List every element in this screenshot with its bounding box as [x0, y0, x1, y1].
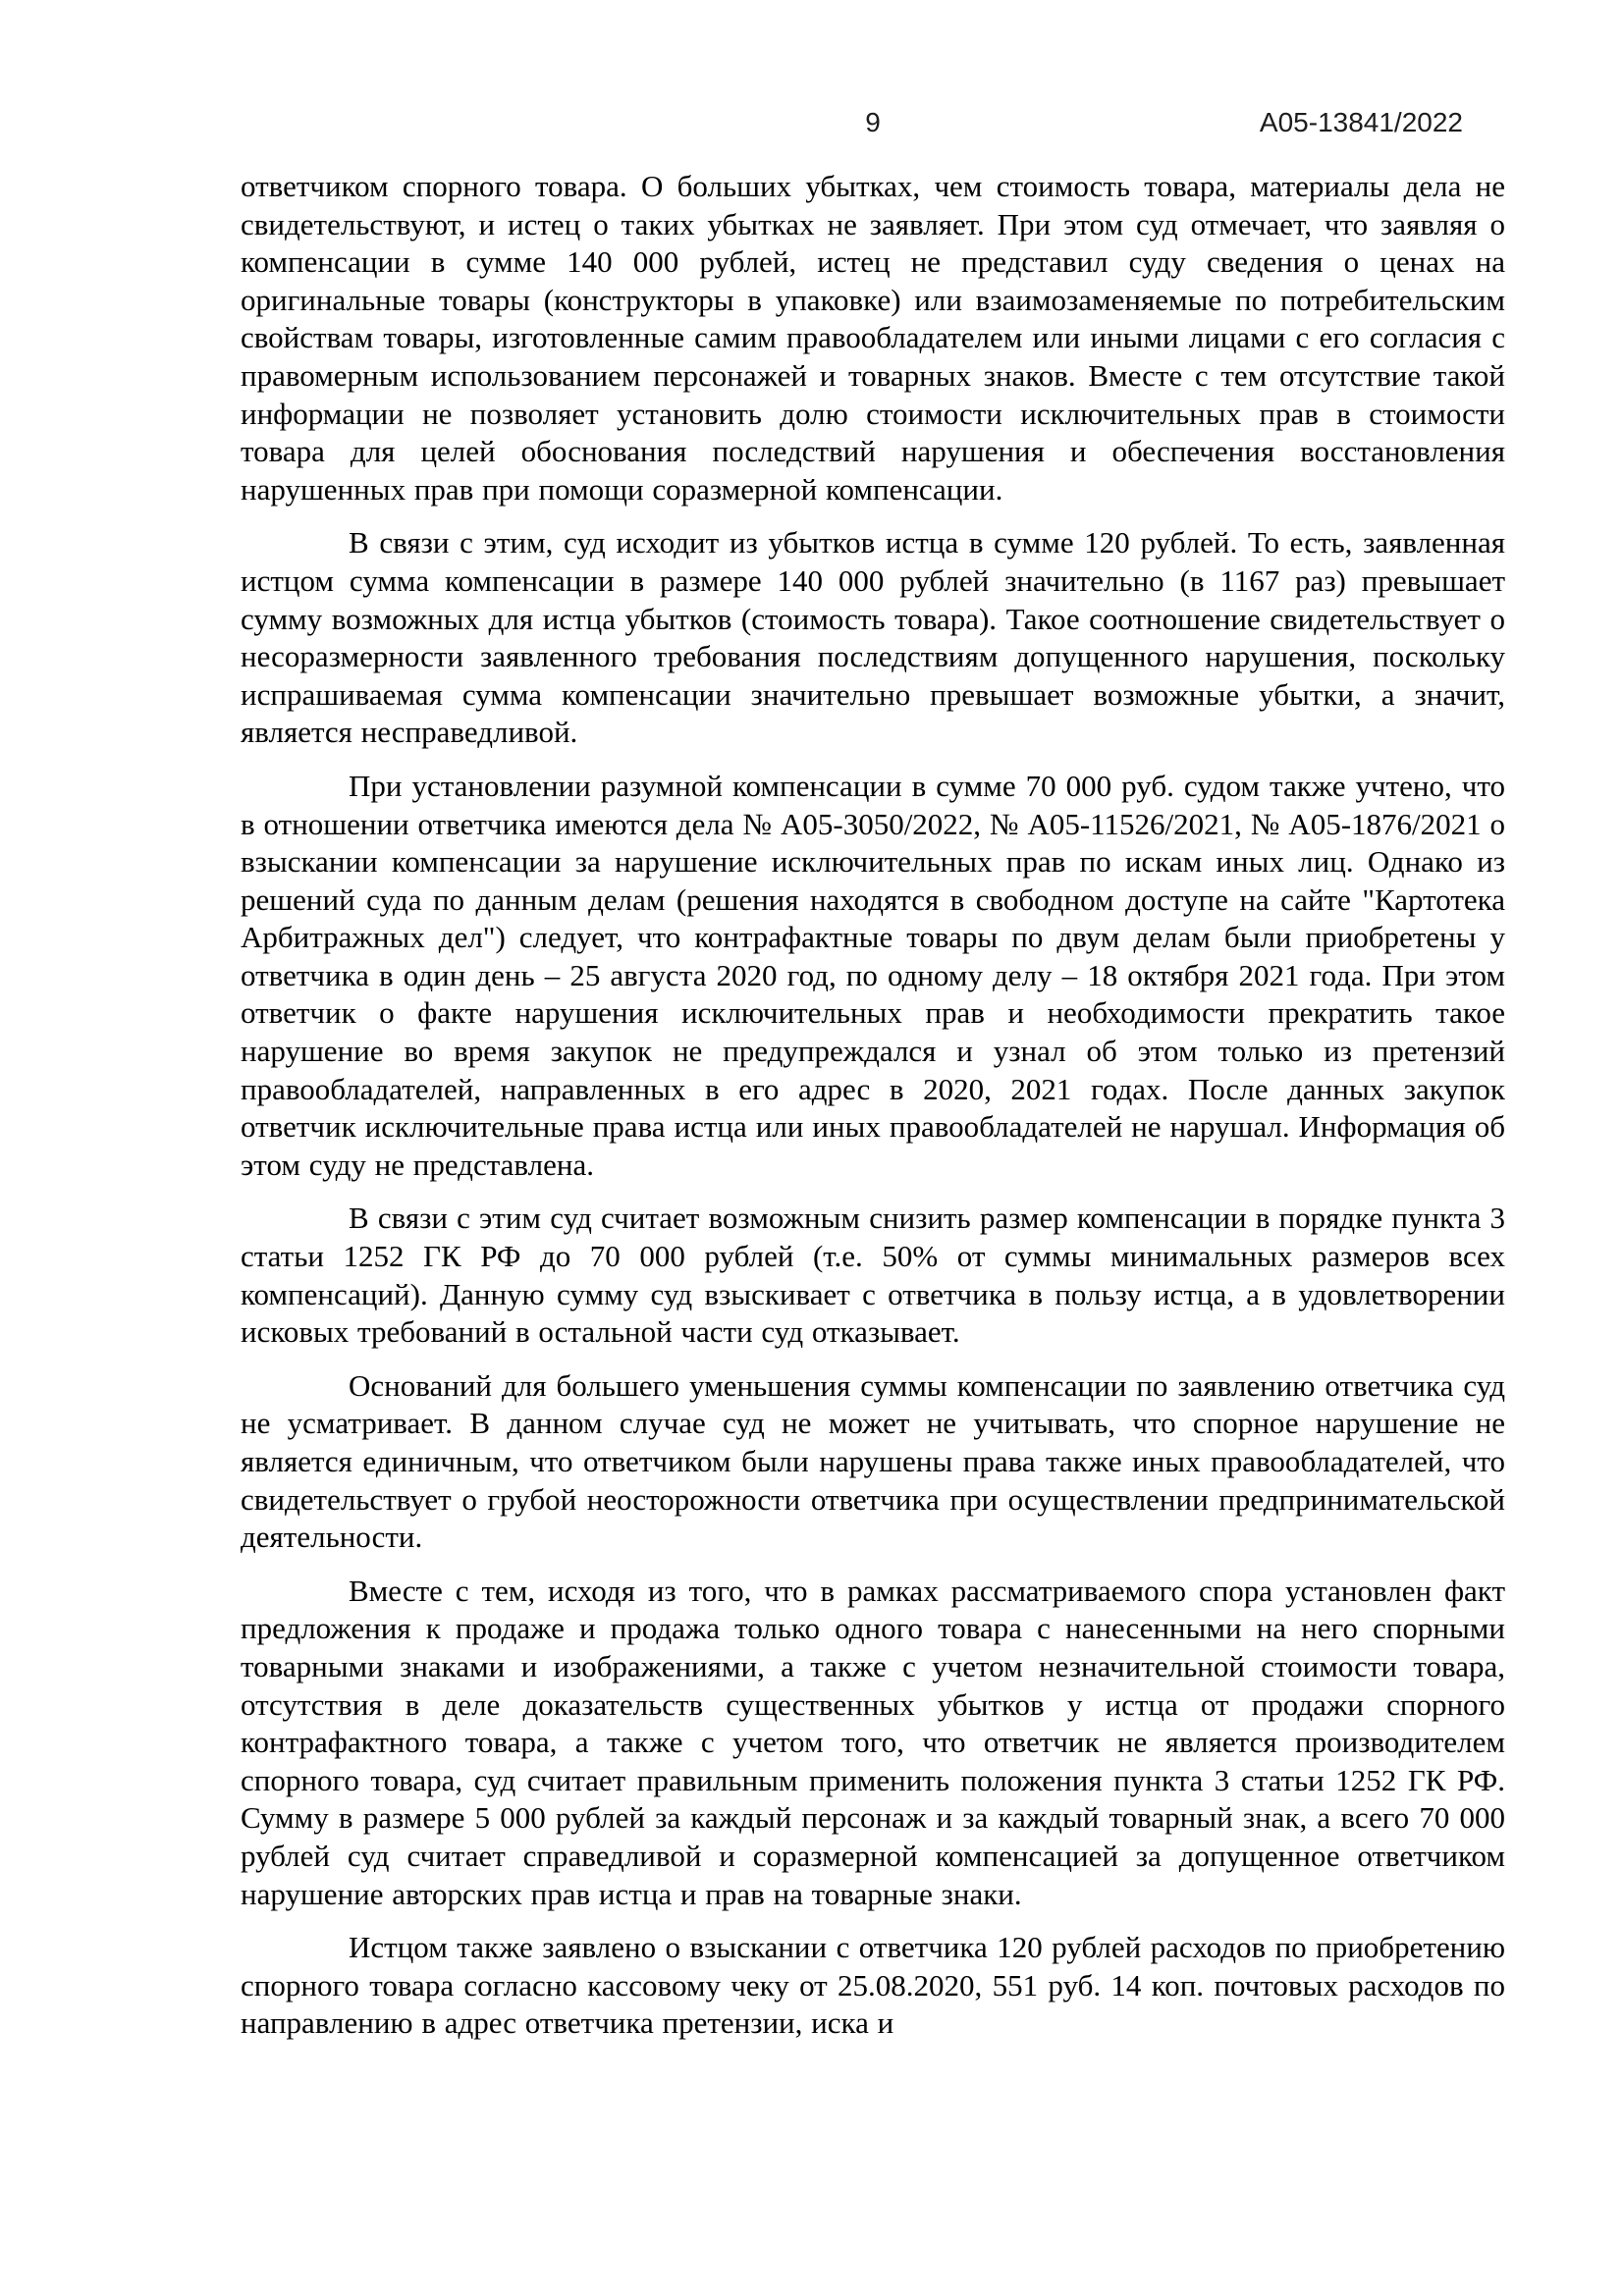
page-header — [241, 108, 1505, 141]
paragraph: В связи с этим, суд исходит из убытков истца в сумме 120 рублей. То есть, заявленная истцом сумма компенсации в размере 140 000 рублей значительно (в 1167 раз) превышает сумму возможных для истца убытков (стоимость товара). Такое соотношение свидетельствует о несоразмерности заявленного требования последствиям допущенного нарушения, поскольку испрашиваемая сумма компенсации значительно превышает возможные убытки, а значит, является несправедливой. — [241, 525, 1505, 750]
paragraph-continuation: ответчиком спорного товара. О больших убытках, чем стоимость товара, материалы дела не свидетельствуют, и истец о таких убытках не заявляет. При этом суд отмечает, что заявляя о компенсации в сумме 140 000 рублей, истец не представил суду сведения о ценах на оригинальные товары (конструкторы в упаковке) или взаимозаменяемые по потребительским свойствам товары, изготовленные самим правообладателем или иными лицами с его согласия с правомерным использованием персонажей и товарных знаков. Вместе с тем отсутствие такой информации не позволяет установить долю стоимости исключительных прав в стоимости товара для целей обоснования последствий нарушения и обеспечения восстановления нарушенных прав при помощи соразмерной компенсации. — [241, 169, 1505, 507]
paragraph: Оснований для большего уменьшения суммы компенсации по заявлению ответчика суд не усматривает. В данном случае суд не может не учитывать, что спорное нарушение не является единичным, что ответчиком были нарушены права также иных правообладателей, что свидетельствует о грубой неосторожности ответчика при осуществлении предпринимательской деятельности. — [241, 1367, 1505, 1555]
page-number: 9 — [865, 107, 881, 137]
document-body — [241, 168, 1505, 2058]
paragraph: Вместе с тем, исходя из того, что в рамках рассматриваемого спора установлен факт предложения к продаже и продажа только одного товара с нанесенными на него спорными товарными знаками и изображениями, а также с учетом незначительной стоимости товара, отсутствия в деле доказательств существенных убытков у истца от продажи спорного контрафактного товара, а также с учетом того, что ответчик не является производителем спорного товара, суд считает правильным применить положения пункта 3 статьи 1252 ГК РФ. Сумму в размере 5 000 рублей за каждый персонаж и за каждый товарный знак, а всего 70 000 рублей суд считает справедливой и соразмерной компенсацией за допущенное ответчиком нарушение авторских прав истца и прав на товарные знаки. — [241, 1573, 1505, 1911]
paragraph: Истцом также заявлено о взыскании с ответчика 120 рублей расходов по приобретению спорного товара согласно кассовому чеку от 25.08.2020, 551 руб. 14 коп. почтовых расходов по направлению в адрес ответчика претензии, иска и — [241, 1930, 1505, 2041]
paragraph: При установлении разумной компенсации в сумме 70 000 руб. судом также учтено, что в отношении ответчика имеются дела № А05-3050/2022, № А05-11526/2021, № А05-1876/2021 о взыскании компенсации за нарушение исключительных прав по искам иных лиц. Однако из решений суда по данным делам (решения находятся в свободном доступе на сайте "Картотека Арбитражных дел") следует, что контрафактные товары по двум делам были приобретены у ответчика в один день – 25 августа 2020 год, по одному делу – 18 октября 2021 года. При этом ответчик о факте нарушения исключительных прав и необходимости прекратить такое нарушение во время закупок не предупреждался и узнал об этом только из претензий правообладателей, направленных в его адрес в 2020, 2021 годах. После данных закупок ответчик исключительные права истца или иных правообладателей не нарушал. Информация об этом суду не представлена. — [241, 768, 1505, 1182]
paragraph: В связи с этим суд считает возможным снизить размер компенсации в порядке пункта 3 статьи 1252 ГК РФ до 70 000 рублей (т.е. 50% от суммы минимальных размеров всех компенсаций). Данную сумму суд взыскивает с ответчика в пользу истца, а в удовлетворении исковых требований в остальной части суд отказывает. — [241, 1201, 1505, 1350]
case-number: А05-13841/2022 — [1259, 107, 1463, 137]
